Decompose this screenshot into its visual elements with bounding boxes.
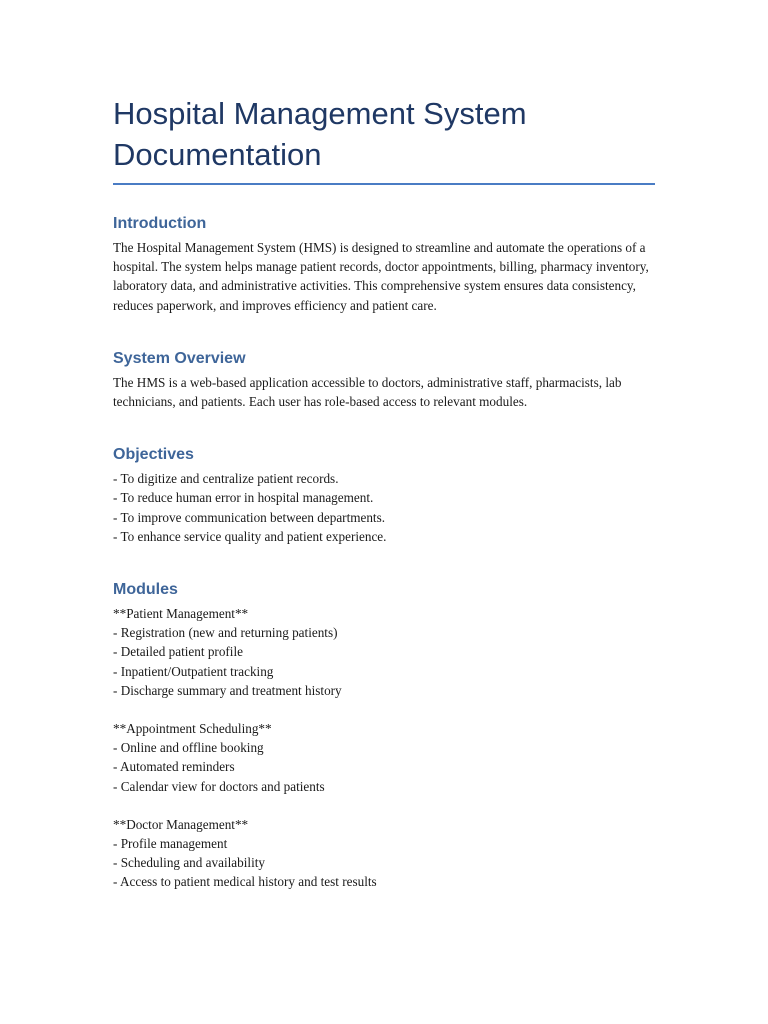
module-group-title: **Patient Management**: [113, 606, 249, 622]
module-item: - Access to patient medical history and test results: [113, 874, 377, 890]
section-introduction: [113, 213, 655, 315]
introduction-paragraph: The Hospital Management System (HMS) is designed to streamline and automate the operations of a hospital. The system helps manage patient records, doctor appointments, billing, pharmacy inventory, laboratory data, and administrative activities. This comprehensive system ensures data consistency, reduces paperwork, and improves efficiency and patient care.: [113, 240, 649, 313]
module-item: - Inpatient/Outpatient tracking: [113, 663, 274, 679]
system-overview-paragraph: The HMS is a web-based application accessible to doctors, administrative staff, pharmacists, lab technicians, and patients. Each user has role-based access to relevant modules.: [113, 374, 622, 410]
document-page: [113, 93, 655, 924]
section-heading-system-overview: System Overview: [113, 349, 246, 367]
section-objectives: [113, 444, 655, 546]
section-heading-objectives: Objectives: [113, 446, 194, 464]
module-item: - Discharge summary and treatment history: [113, 682, 342, 698]
objective-item: - To enhance service quality and patient experience.: [113, 528, 387, 544]
module-group-appointment-scheduling: [113, 719, 655, 796]
section-heading-introduction: Introduction: [113, 215, 207, 232]
module-group-title: **Doctor Management**: [113, 816, 249, 832]
section-system-overview: [113, 348, 655, 411]
module-group-patient-management: [113, 604, 655, 700]
module-item: - Registration (new and returning patients): [113, 625, 338, 641]
module-group-title: **Appointment Scheduling**: [113, 721, 272, 737]
title-divider: [113, 183, 655, 185]
module-item: - Scheduling and availability: [113, 855, 265, 871]
objective-item: - To improve communication between departments.: [113, 509, 386, 525]
module-item: - Calendar view for doctors and patients: [113, 778, 325, 794]
objective-item: - To reduce human error in hospital management.: [113, 490, 374, 506]
module-item: - Online and offline booking: [113, 740, 264, 756]
module-item: - Automated reminders: [113, 759, 235, 775]
module-item: - Profile management: [113, 836, 228, 852]
module-group-doctor-management: [113, 815, 655, 892]
module-item: - Detailed patient profile: [113, 644, 243, 660]
section-modules: [113, 579, 655, 892]
objective-item: - To digitize and centralize patient records.: [113, 471, 339, 487]
document-title: Hospital Management System Documentation: [113, 96, 527, 172]
section-heading-modules: Modules: [113, 581, 178, 599]
